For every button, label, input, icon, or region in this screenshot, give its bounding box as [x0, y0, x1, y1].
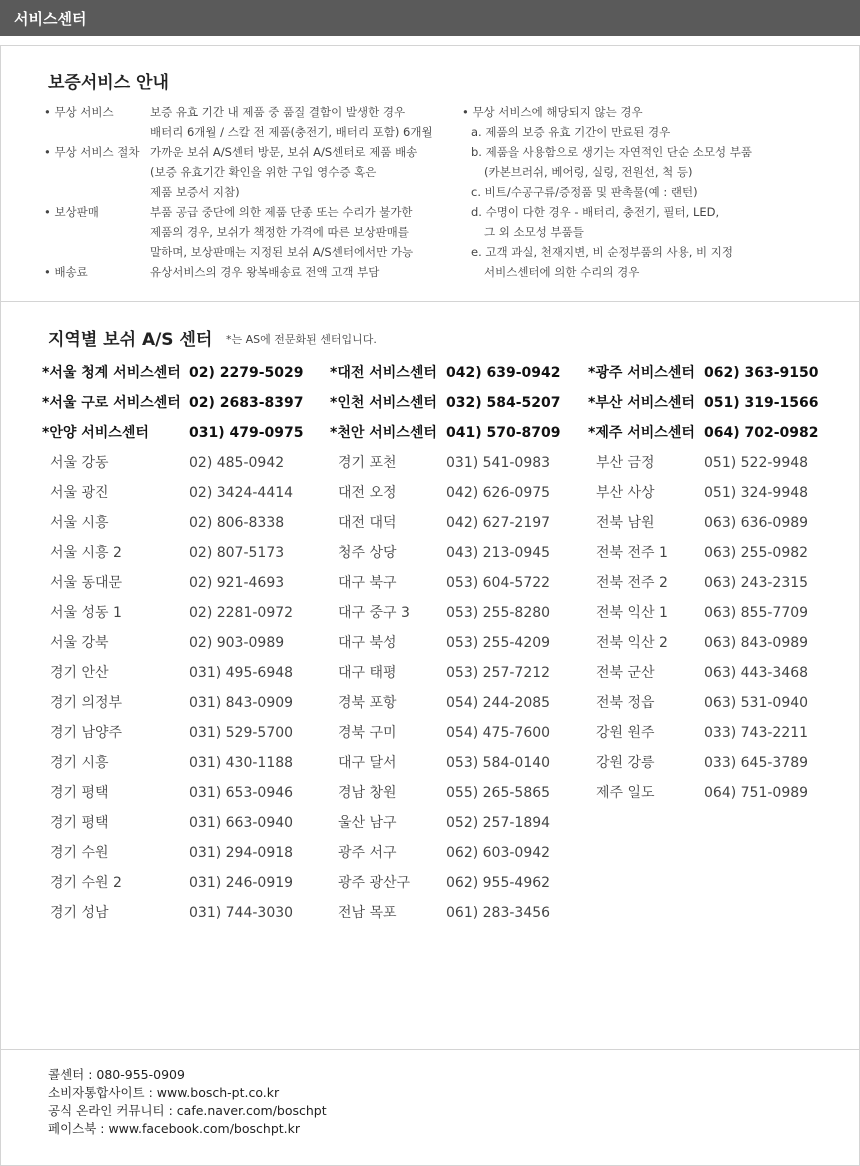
- center-name: 전북 익산 2: [596, 635, 668, 651]
- warranty-item-text: 배터리 6개월 / 스칼 전 제품(충전기, 배터리 포함) 6개월: [150, 125, 433, 139]
- center-phone: 033) 645-3789: [704, 755, 809, 771]
- center-name: 강원 원주: [596, 725, 655, 741]
- center-phone: 051) 522-9948: [704, 455, 809, 471]
- center-phone: 032) 584-5207: [446, 395, 561, 411]
- warranty-item-text: 제품의 경우, 보쉬가 책정한 가격에 따른 보상판매를: [150, 225, 409, 239]
- exclusion-line: • 무상 서비스에 해당되지 않는 경우: [462, 105, 643, 119]
- center-phone: 02) 806-8338: [189, 515, 285, 531]
- center-phone: 031) 541-0983: [446, 455, 551, 471]
- center-name: 전남 목포: [338, 905, 397, 921]
- center-phone: 063) 443-3468: [704, 665, 809, 681]
- center-phone: 062) 603-0942: [446, 845, 551, 861]
- center-name: 경기 수원: [50, 845, 109, 861]
- warranty-item-text: 유상서비스의 경우 왕복배송료 전액 고객 부담: [150, 265, 380, 279]
- center-name: 경기 안산: [50, 665, 109, 681]
- center-phone: 053) 257-7212: [446, 665, 551, 681]
- center-name: 청주 상당: [338, 545, 397, 561]
- center-phone: 02) 3424-4414: [189, 485, 294, 501]
- center-name: 부산 사상: [596, 485, 655, 501]
- center-phone: 053) 255-4209: [446, 635, 551, 651]
- center-phone: 042) 626-0975: [446, 485, 551, 501]
- footer-contact: [48, 1066, 327, 1138]
- section-divider: [1, 301, 859, 302]
- center-name: 서울 성동 1: [50, 605, 122, 621]
- center-phone: 031) 294-0918: [189, 845, 294, 861]
- center-name: 경기 시흥: [50, 755, 109, 771]
- center-phone: 02) 2279-5029: [189, 365, 304, 381]
- center-phone: 043) 213-0945: [446, 545, 551, 561]
- center-phone: 064) 702-0982: [704, 425, 819, 441]
- center-phone: 053) 604-5722: [446, 575, 551, 591]
- center-phone: 031) 663-0940: [189, 815, 294, 831]
- center-phone: 063) 636-0989: [704, 515, 809, 531]
- center-name: 전북 전주 1: [596, 545, 668, 561]
- warranty-title: 보증서비스 안내: [48, 73, 169, 93]
- center-phone: 031) 744-3030: [189, 905, 294, 921]
- regional-note: *는 AS에 전문화된 센터입니다.: [226, 333, 377, 346]
- warranty-item-text: 제품 보증서 지참): [150, 185, 240, 199]
- center-phone: 02) 807-5173: [189, 545, 285, 561]
- regional-title: 지역별 보쉬 A/S 센터: [48, 330, 213, 350]
- center-phone: 033) 743-2211: [704, 725, 809, 741]
- center-phone: 063) 255-0982: [704, 545, 809, 561]
- center-phone: 051) 324-9948: [704, 485, 809, 501]
- center-name: *천안 서비스센터: [330, 425, 437, 441]
- exclusion-line: 서비스센터에 의한 수리의 경우: [484, 265, 640, 279]
- center-phone: 031) 843-0909: [189, 695, 294, 711]
- center-name: 대구 중구 3: [338, 605, 410, 621]
- warranty-item-text: 말하며, 보상판매는 지정된 보쉬 A/S센터에서만 가능: [150, 245, 414, 259]
- center-name: *제주 서비스센터: [588, 425, 695, 441]
- center-phone: 052) 257-1894: [446, 815, 551, 831]
- center-phone: 042) 627-2197: [446, 515, 551, 531]
- center-name: 제주 일도: [596, 785, 655, 801]
- call-center-line: 콜센터 : 080-955-0909: [48, 1067, 185, 1082]
- page-title: 서비스센터: [14, 10, 87, 28]
- center-phone: 061) 283-3456: [446, 905, 551, 921]
- center-name: 광주 광산구: [338, 875, 411, 891]
- center-name: *광주 서비스센터: [588, 365, 695, 381]
- center-name: 경기 포천: [338, 455, 397, 471]
- center-name: 대전 대덕: [338, 515, 397, 531]
- center-name: 대구 북성: [338, 635, 397, 651]
- center-name: 강원 강릉: [596, 755, 655, 771]
- center-phone: 064) 751-0989: [704, 785, 809, 801]
- facebook-line[interactable]: 페이스북 : www.facebook.com/boschpt.kr: [48, 1121, 301, 1136]
- center-name: 광주 서구: [338, 845, 397, 861]
- center-phone: 063) 843-0989: [704, 635, 809, 651]
- center-name: 경기 평택: [50, 815, 109, 831]
- center-name: 서울 강동: [50, 455, 109, 471]
- center-name: 서울 동대문: [50, 575, 123, 591]
- center-name: 전북 전주 2: [596, 575, 668, 591]
- exclusion-line: c. 비트/수공구류/증정품 및 판촉물(예 : 랜턴): [471, 185, 698, 199]
- center-name: *인천 서비스센터: [330, 395, 437, 411]
- center-name: 전북 정읍: [596, 695, 655, 711]
- center-phone: 051) 319-1566: [704, 395, 819, 411]
- center-name: 서울 시흥: [50, 515, 109, 531]
- center-phone: 02) 921-4693: [189, 575, 285, 591]
- footer-divider: [1, 1049, 859, 1050]
- center-phone: 031) 479-0975: [189, 425, 304, 441]
- center-name: *서울 청계 서비스센터: [42, 365, 181, 381]
- center-phone: 041) 570-8709: [446, 425, 561, 441]
- center-phone: 063) 243-2315: [704, 575, 809, 591]
- center-name: 서울 광진: [50, 485, 109, 501]
- exclusion-line: d. 수명이 다한 경우 - 배터리, 충전기, 필터, LED,: [471, 205, 720, 219]
- warranty-item-text: 부품 공급 중단에 의한 제품 단종 또는 수리가 불가한: [150, 205, 413, 219]
- center-phone: 062) 363-9150: [704, 365, 819, 381]
- center-phone: 053) 255-8280: [446, 605, 551, 621]
- center-phone: 042) 639-0942: [446, 365, 561, 381]
- exclusion-line: b. 제품을 사용함으로 생기는 자연적인 단순 소모성 부품: [471, 145, 752, 159]
- exclusion-line: e. 고객 과실, 천재지변, 비 순정부품의 사용, 비 지정: [471, 245, 734, 259]
- warranty-item-text: 가까운 보쉬 A/S센터 방문, 보쉬 A/S센터로 제품 배송: [150, 145, 418, 159]
- center-phone: 063) 855-7709: [704, 605, 809, 621]
- header-bar: [0, 0, 860, 36]
- center-phone: 054) 244-2085: [446, 695, 551, 711]
- community-line[interactable]: 공식 온라인 커뮤니티 : cafe.naver.com/boschpt: [48, 1103, 327, 1118]
- center-name: 부산 금정: [596, 455, 655, 471]
- center-phone: 054) 475-7600: [446, 725, 551, 741]
- center-phone: 031) 529-5700: [189, 725, 294, 741]
- warranty-item-label: • 배송료: [44, 265, 88, 279]
- center-phone: 053) 584-0140: [446, 755, 551, 771]
- warranty-item-label: • 무상 서비스 절차: [44, 145, 140, 159]
- center-name: *안양 서비스센터: [42, 425, 149, 441]
- center-name: *대전 서비스센터: [330, 365, 437, 381]
- center-name: 경기 수원 2: [50, 875, 122, 891]
- center-phone: 031) 430-1188: [189, 755, 294, 771]
- center-phone: 031) 495-6948: [189, 665, 294, 681]
- center-name: *부산 서비스센터: [588, 395, 695, 411]
- center-name: *서울 구로 서비스센터: [42, 395, 181, 411]
- center-name: 경북 구미: [338, 725, 397, 741]
- center-phone: 02) 2281-0972: [189, 605, 294, 621]
- center-name: 경북 포항: [338, 695, 397, 711]
- center-name: 서울 시흥 2: [50, 545, 122, 561]
- center-name: 경기 평택: [50, 785, 109, 801]
- exclusion-line: a. 제품의 보증 유효 기간이 만료된 경우: [471, 125, 671, 139]
- center-name: 대구 태평: [338, 665, 397, 681]
- exclusion-line: (카본브러쉬, 베어링, 실링, 전원선, 척 등): [484, 165, 693, 179]
- center-name: 대구 달서: [338, 755, 397, 771]
- center-name: 경기 남양주: [50, 725, 123, 741]
- center-name: 대전 오정: [338, 485, 397, 501]
- warranty-item-label: • 보상판매: [44, 205, 99, 219]
- center-name: 서울 강북: [50, 635, 109, 651]
- center-phone: 055) 265-5865: [446, 785, 551, 801]
- warranty-item-text: (보증 유효기간 확인을 위한 구입 영수증 혹은: [150, 165, 377, 179]
- center-name: 경기 성남: [50, 905, 109, 921]
- center-phone: 02) 485-0942: [189, 455, 285, 471]
- center-phone: 02) 903-0989: [189, 635, 285, 651]
- center-name: 전북 익산 1: [596, 605, 668, 621]
- center-phone: 063) 531-0940: [704, 695, 809, 711]
- center-name: 울산 남구: [338, 815, 397, 831]
- exclusion-line: 그 외 소모성 부품들: [484, 225, 584, 239]
- center-name: 전북 군산: [596, 665, 655, 681]
- center-phone: 031) 653-0946: [189, 785, 294, 801]
- warranty-item-label: • 무상 서비스: [44, 105, 114, 119]
- consumer-site-line[interactable]: 소비자통합사이트 : www.bosch-pt.co.kr: [48, 1085, 280, 1100]
- center-name: 전북 남원: [596, 515, 655, 531]
- warranty-item-text: 보증 유효 기간 내 제품 중 품질 결함이 발생한 경우: [150, 105, 406, 119]
- center-phone: 02) 2683-8397: [189, 395, 304, 411]
- center-name: 경기 의정부: [50, 695, 123, 711]
- center-phone: 031) 246-0919: [189, 875, 294, 891]
- center-phone: 062) 955-4962: [446, 875, 551, 891]
- center-name: 대구 북구: [338, 575, 397, 591]
- center-name: 경남 창원: [338, 785, 397, 801]
